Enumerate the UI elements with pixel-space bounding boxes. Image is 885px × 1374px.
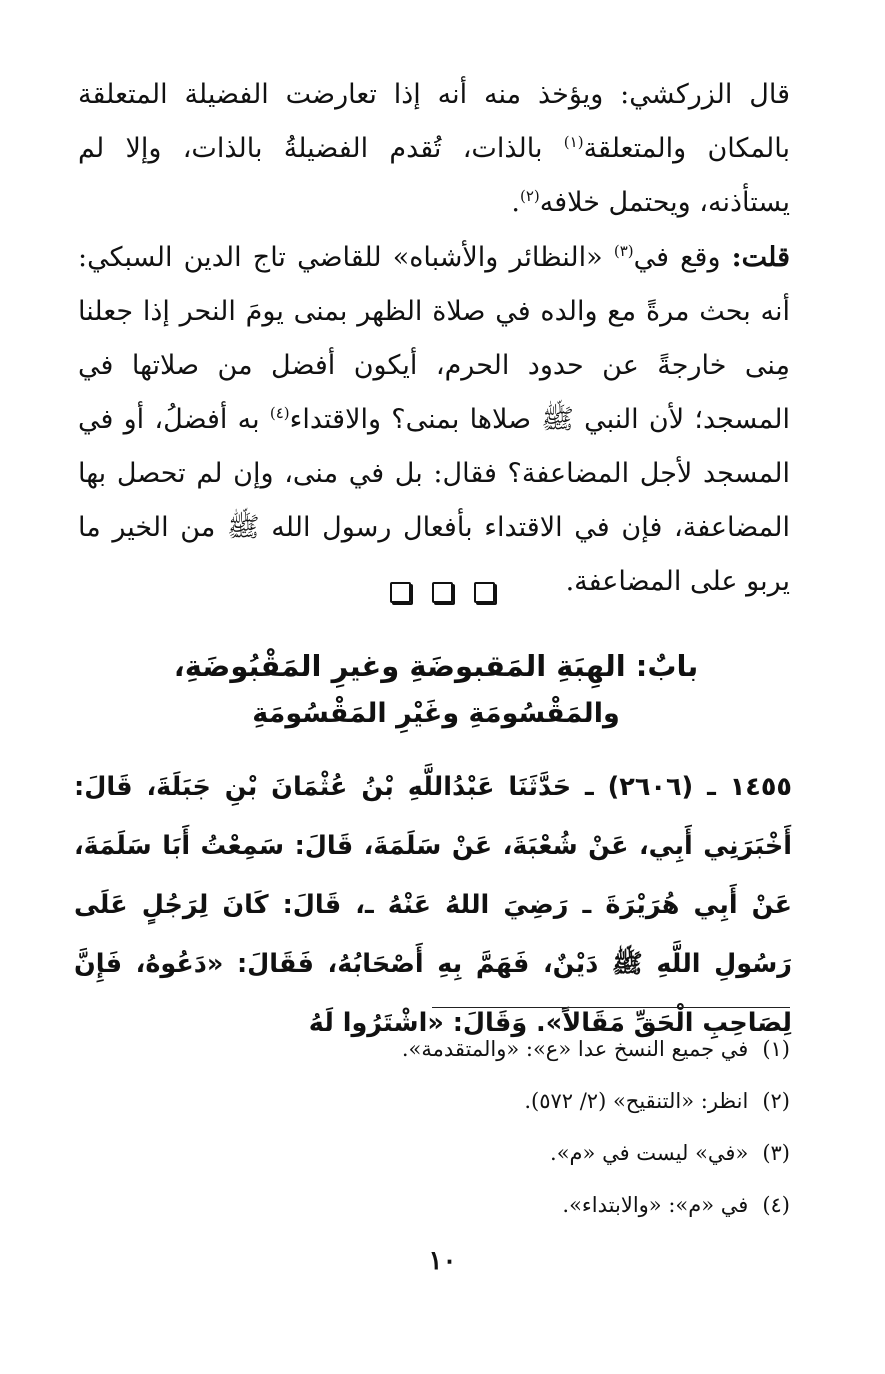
- footnote-number: (٢): [762, 1089, 790, 1113]
- footnote-number: (٤): [762, 1193, 790, 1217]
- paragraph-zarkashi: [78, 68, 790, 230]
- chapter-heading: [80, 642, 792, 738]
- footnote-text: في جميع النسخ عدا «ع»: «والمتقدمة».: [401, 1037, 749, 1061]
- ornament-square-icon: [432, 582, 453, 603]
- section-divider-ornament: [0, 582, 885, 607]
- footnotes-list: [78, 1032, 790, 1240]
- footnote-text: في «م»: «والابتداء».: [562, 1193, 749, 1217]
- paragraph-lead-word: قلت:: [731, 242, 790, 273]
- paragraph-qultu: [78, 231, 790, 609]
- paragraph-text: «النظائر والأشباه» للقاضي تاج الدين السبكي: أنه بحث مرةً مع والده في صلاة الظهر بمنى يومَ النحر إذا جعلنا مِنى خارجةً عن حدود الحرم، أيكون أفضل من صلاتها في المسجد؛ لأن النبي ﷺ صلاها بمنى؟ والاقتداء: [78, 242, 790, 435]
- footnote-ref-4[interactable]: (٤): [269, 404, 290, 422]
- footnote-number: (١): [762, 1037, 790, 1061]
- footnote-separator: [432, 1007, 790, 1008]
- chapter-heading-line-1: بابٌ: الهِبَةِ المَقبوضَةِ وغيرِ المَقْبُوضَةِ،: [173, 649, 699, 683]
- ornament-square-icon: [390, 582, 411, 603]
- hadith-text: ١٤٥٥ ـ (٢٦٠٦) ـ حَدَّثَنَا عَبْدُاللَّهِ بْنُ عُثْمَانَ بْنِ جَبَلَةَ، قَالَ: أَخْبَرَنِي أَبِي، عَنْ شُعْبَةَ، عَنْ سَلَمَةَ، قَالَ: سَمِعْتُ أَبَا سَلَمَةَ، عَنْ أَبِي هُرَيْرَةَ ـ رَضِيَ اللهُ عَنْهُ ـ، قَالَ: كَانَ لِرَجُلٍ عَلَى رَسُولِ اللَّهِ ﷺ دَيْنٌ، فَهَمَّ بِهِ أَصْحَابُهُ، فَقَالَ: «دَعُوهُ، فَإِنَّ لِصَاحِبِ الْحَقِّ مَقَالاً». وَقَالَ: «اشْتَرُوا لَهُ: [74, 772, 792, 1038]
- footnote-item: [78, 1188, 790, 1240]
- ornament-square-icon: [474, 582, 495, 603]
- paragraph-text: بالذات، تُقدم الفضيلةُ بالذات، وإلا لم يستأذنه، ويحتمل خلافه: [78, 133, 790, 218]
- footnote-ref-3[interactable]: (٣): [613, 242, 634, 260]
- footnote-ref-2[interactable]: (٢): [519, 187, 540, 205]
- paragraph-text: قال الزركشي: ويؤخذ منه أنه إذا تعارضت الفضيلة المتعلقة بالمكان والمتعلقة: [78, 79, 791, 164]
- footnote-item: [78, 1136, 790, 1188]
- footnote-text: «في» ليست في «م».: [550, 1141, 749, 1165]
- footnote-number: (٣): [762, 1141, 790, 1165]
- footnote-item: [78, 1032, 790, 1084]
- footnote-ref-1[interactable]: (١): [563, 133, 584, 151]
- paragraph-text: وقع في: [633, 242, 732, 273]
- chapter-heading-line-2: والمَقْسُومَةِ وغَيْرِ المَقْسُومَةِ: [252, 698, 620, 729]
- page-number: ١٠: [428, 1246, 457, 1276]
- paragraph-text: .: [511, 187, 520, 218]
- footnote-item: [78, 1084, 790, 1136]
- footnote-text: انظر: «التنقيح» (٢/ ٥٧٢).: [524, 1089, 749, 1113]
- paragraph-text: به أفضلُ، أو في المسجد لأجل المضاعفة؟ فقال: بل في منى، وإن لم تحصل بها المضاعفة، فإن في الاقتداء بأفعال رسول الله ﷺ من الخير ما يربو على المضاعفة.: [78, 404, 790, 597]
